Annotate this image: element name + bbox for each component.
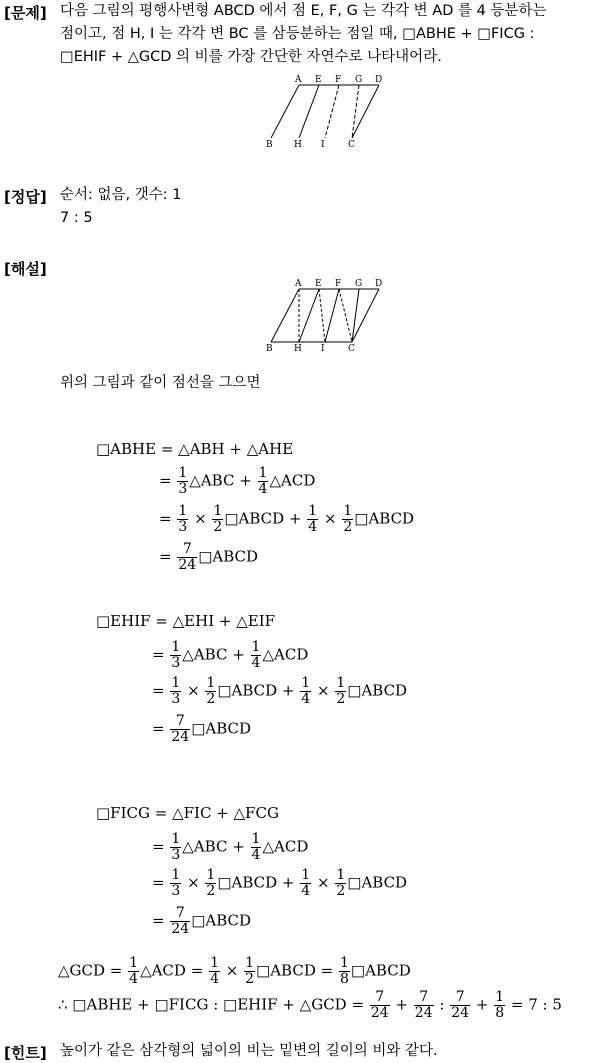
fig2-label-c: C (348, 344, 355, 354)
answer-tag: [정답] (4, 188, 47, 206)
fig2-label-e: E (315, 279, 322, 289)
fig1-label-g: G (355, 75, 363, 85)
abhe-step-1: = $\frac{1}{3}$ △ABC + $\frac{1}{4}$ △ACD (159, 465, 316, 497)
fig2-label-a: A (295, 279, 302, 289)
ehif-step-2: = $\frac{1}{3}$ × $\frac{1}{2}$ □ABCD + $\frac{1}{4}$ × $\frac{1}{2}$ □ABCD (152, 675, 408, 707)
answer-line-1: 순서: 없음, 갯수: 1 (60, 187, 182, 203)
fig1-label-b: B (266, 140, 273, 150)
problem-line-2: 점이고, 점 H, I 는 각각 변 BC 를 삼등분하는 점일 때, □ABHE + □FICG : (60, 26, 535, 42)
problem-line-3: □EHIF + △GCD 의 비를 가장 간단한 자연수로 나타내어라. (60, 49, 442, 65)
solution-tag: [해설] (4, 260, 47, 278)
problem-line-1: 다음 그림의 평행사변형 ABCD 에서 점 E, F, G 는 각각 변 AD 를 4 등분하는 (60, 3, 547, 19)
answer-line-2: 7 : 5 (60, 210, 93, 226)
fig1-label-e: E (315, 75, 322, 85)
fig2-label-f: F (335, 279, 342, 289)
fig1-label-h: H (294, 140, 302, 150)
fig1-label-c: C (348, 140, 355, 150)
ehif-result: = $\frac{7}{24}$ □ABCD (152, 713, 251, 745)
fig1-label-a: A (295, 75, 302, 85)
fig2-label-g: G (355, 279, 363, 289)
hint-tag: [힌트] (4, 1044, 47, 1062)
problem-tag: [문제] (4, 4, 47, 22)
fig2-label-d: D (375, 279, 383, 289)
fig1-label-d: D (375, 75, 383, 85)
abhe-result: = $\frac{7}{24}$ □ABCD (159, 541, 258, 573)
fig2-label-b: B (266, 344, 273, 354)
solution-intro: 위의 그림과 같이 점선을 그으면 (60, 375, 261, 391)
ficg-step-2: = $\frac{1}{3}$ × $\frac{1}{2}$ □ABCD + $\frac{1}{4}$ × $\frac{1}{2}$ □ABCD (152, 867, 408, 899)
ficg-step-1: = $\frac{1}{3}$ △ABC + $\frac{1}{4}$ △ACD (152, 831, 309, 863)
answer-text (60, 184, 181, 230)
abhe-step-2: = $\frac{1}{3}$ × $\frac{1}{2}$ □ABCD + $\frac{1}{4}$ × $\frac{1}{2}$ □ABCD (159, 503, 415, 535)
ficg-result: = $\frac{7}{24}$ □ABCD (152, 905, 251, 937)
fig2-label-h: H (294, 344, 302, 354)
gcd-line: △GCD = $\frac{1}{4}$ △ACD = $\frac{1}{4}$ × $\frac{1}{2}$ □ABCD = $\frac{1}{8}$ □ABCD (58, 955, 411, 987)
solution-figure (255, 276, 395, 356)
ficg-head: □FICG = △FIC + △FCG (96, 804, 279, 822)
hint-text: 높이가 같은 삼각형의 넓이의 비는 밑변의 길이의 비와 같다. (60, 1043, 438, 1059)
fig1-label-f: F (335, 75, 342, 85)
ehif-step-1: = $\frac{1}{3}$ △ABC + $\frac{1}{4}$ △ACD (152, 639, 309, 671)
abhe-head: □ABHE = △ABH + △AHE (96, 440, 294, 458)
ehif-head: □EHIF = △EHI + △EIF (96, 612, 276, 630)
problem-figure (255, 72, 395, 152)
fig1-label-i: I (321, 140, 325, 150)
final-line: ∴ □ABHE + □FICG : □EHIF + △GCD = $\frac{7}{24}$ + $\frac{7}{24}$ : $\frac{7}{24}$ + $\frac{1}{8}$ = 7 : 5 (58, 989, 562, 1021)
problem-text (60, 0, 546, 69)
fig2-label-i: I (321, 344, 325, 354)
